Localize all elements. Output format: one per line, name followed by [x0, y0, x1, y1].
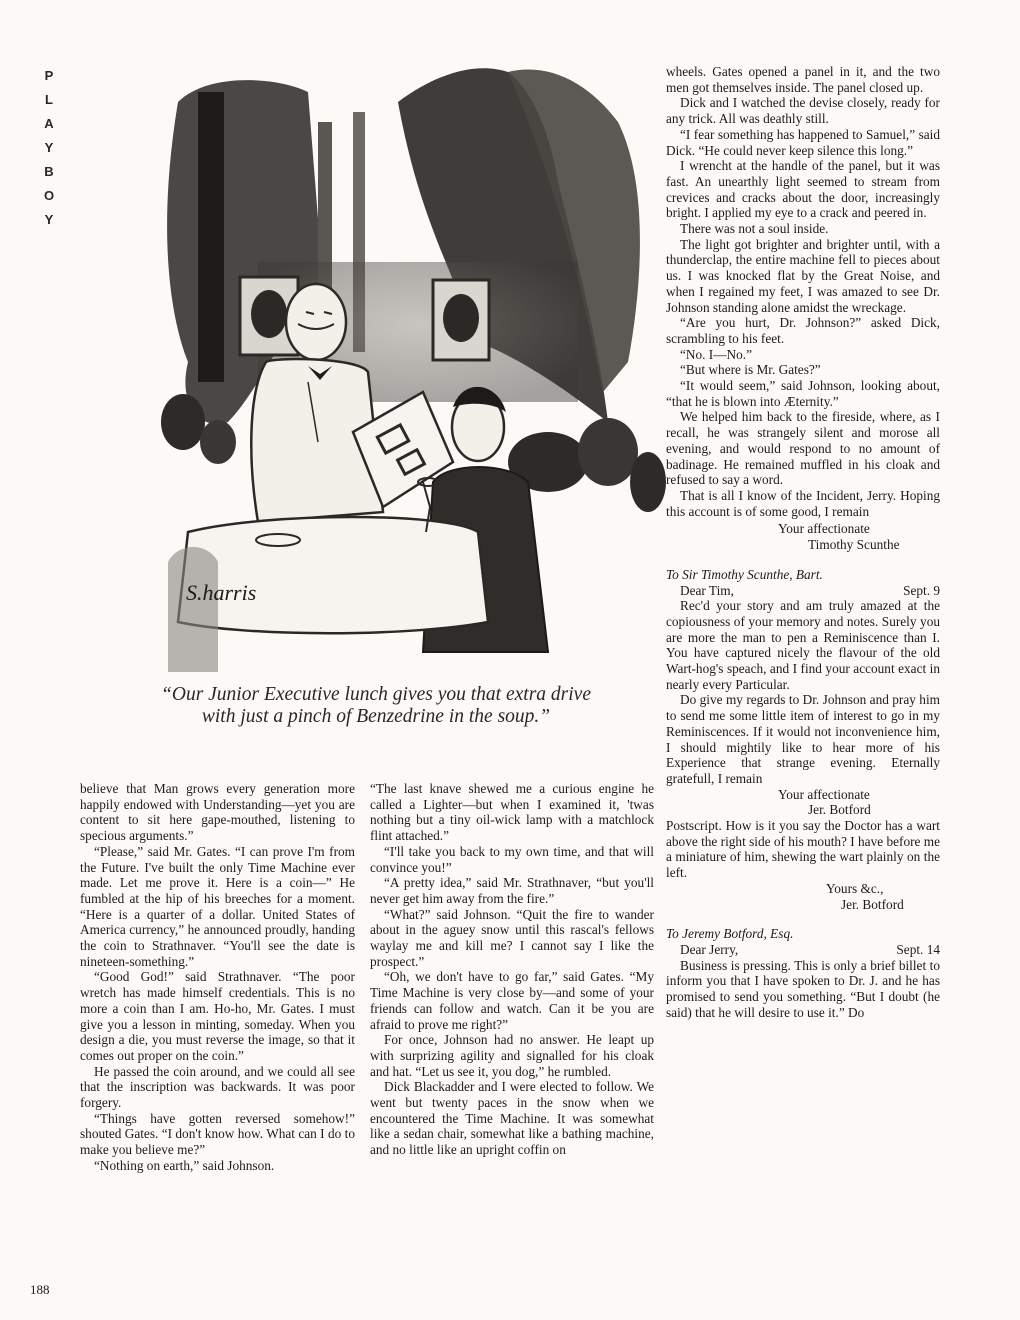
masthead-letter: O [43, 188, 55, 203]
masthead-letter: L [45, 92, 53, 107]
caption-line-2: with just a pinch of Benzedrine in the soup.” [201, 706, 551, 727]
letter-closing: Your affectionate [778, 521, 870, 537]
letter-signer: Timothy Scunthe [808, 537, 900, 553]
paragraph: Dick and I watched the devise closely, ready for any trick. All was deathly still. [666, 95, 940, 127]
letter-closing: Yours &c., [826, 880, 884, 896]
paragraph: We helped him back to the fireside, where, as I recall, he was strangely silent and morose all evening, and would respond to no amount of badinage. He remained muffled in his cloak and refused to say a word. [666, 409, 940, 488]
paragraph: “A pretty idea,” said Mr. Strathnaver, “but you'll never get him away from the fire.” [370, 875, 654, 906]
paragraph: believe that Man grows every generation more happily endowed with Understanding—yet you are content to sit here gape-mouthed, listening to specious arguments.” [80, 781, 355, 844]
letter-salutation: Dear Tim, [680, 582, 734, 598]
masthead-letter: Y [44, 212, 54, 227]
masthead [38, 64, 60, 232]
caption-line-1: “Our Junior Executive lunch gives you that extra drive [161, 684, 591, 705]
paragraph: wheels. Gates opened a panel in it, and the two men got themselves inside. The panel closed up. [666, 64, 940, 95]
letter-header [666, 583, 940, 599]
letter-header [666, 942, 940, 958]
paragraph: For once, Johnson had no answer. He leapt up with surprizing agility and signalled for his cloak and hat. “Let us see it, you dog,” he rumbled. [370, 1032, 654, 1079]
paragraph: There was not a soul inside. [680, 221, 829, 237]
paragraph: Business is pressing. This is only a brief billet to inform you that I have spoken to Dr. J. and he has promised to send you something. “But I doubt (he said) that he will desire to use it.” Do [666, 957, 940, 1020]
letter-signer: Jer. Botford [841, 896, 904, 912]
paragraph: “Good God!” said Strathnaver. “The poor wretch has made himself credentials. This is no more a coin than I am. Ho-ho, Mr. Gates. I must give you a lesson in minting, someday. When you design a die, you must reverse the image, so that it comes out proper on the coin.” [80, 969, 355, 1063]
masthead-letter: A [44, 116, 54, 131]
page-number: 188 [30, 1282, 50, 1297]
paragraph: “But where is Mr. Gates?” [680, 362, 821, 378]
artist-signature: S.harris [186, 580, 257, 605]
paragraph: “Are you hurt, Dr. Johnson?” asked Dick, scrambling to his feet. [666, 315, 940, 346]
masthead-letter: Y [44, 140, 54, 155]
masthead-letter: B [44, 164, 54, 179]
cartoon-illustration [148, 62, 668, 672]
article-column-3 [666, 64, 940, 1020]
paragraph: “No. I—No.” [680, 346, 753, 362]
paragraph: “Please,” said Mr. Gates. “I can prove I'm from the Future. I've built the only Time Machine ever made. Let me prove it. Here is a coin—” He fumbled at the hip of his breeches for a moment. “Here is a quarter of a dollar. United States of America currency,” he announced proudly, handing the coin to Strathnaver. “You'll see the date is nineteen-something.” [80, 843, 355, 969]
letter-recipient: To Sir Timothy Scunthe, Bart. [666, 566, 823, 582]
paragraph: “What?” said Johnson. “Quit the fire to wander about in the aguey snow until this rascal's fellows waylay me and kill me? I cannot say I like the prospect.” [370, 906, 654, 969]
paragraph: The light got brighter and brighter until, with a thunderclap, the entire machine fell to pieces about us. I was knocked flat by the Great Noise, and when I regained my feet, I was amazed to see Dr. Johnson standing alone amidst the wreckage. [666, 236, 940, 315]
paragraph: He passed the coin around, and we could all see that the inscription was backwards. It was poor forgery. [80, 1063, 355, 1111]
masthead-letter: P [44, 68, 54, 83]
article-column-1 [80, 781, 355, 1174]
paragraph: Dick Blackadder and I were elected to follow. We went but twenty paces in the snow when we encountered the Time Machine. It was somewhat like a sedan chair, somewhat like a bathing machine, and no little like an upright coffin on [370, 1079, 654, 1158]
paragraph: Rec'd your story and am truly amazed at the copiousness of your memory and notes. Surely you are more the man to pen a Reminiscence than I. You have captured nicely the flavour of the old Wart-hog's speach, and I find your account exact in nearly every Particular. [666, 598, 940, 692]
paragraph: Do give my regards to Dr. Johnson and pray him to send me some little item of interest to go in my Reminiscences. If it would not inconvenience him, I should mightily like to hear more of his Experience that strange evening. Eternally gratefull, I remain [666, 692, 940, 786]
paragraph: “Nothing on earth,” said Johnson. [94, 1157, 275, 1173]
paragraph: “The last knave shewed me a curious engine he called a Lighter—but when I examined it, 'twas nothing but a tiny oil-wick lamp with a matchlock flint attached.” [370, 781, 654, 844]
letter-salutation: Dear Jerry, [680, 941, 739, 957]
paragraph: I wrencht at the handle of the panel, but it was fast. An unearthly light seemed to stream from crevices and cracks about the door, increasingly bright. I applied my eye to a crack and peered in. [666, 158, 940, 221]
paragraph: That is all I know of the Incident, Jerry. Hoping this account is of some good, I remain [666, 487, 940, 519]
paragraph: “I'll take you back to my own time, and that will convince you!” [370, 843, 654, 875]
paragraph: “I fear something has happened to Samuel,” said Dick. “He could never keep silence this long.” [666, 126, 940, 158]
cartoon-caption [96, 684, 656, 728]
paragraph: “Oh, we don't have to go far,” said Gates. “My Time Machine is very close by—and some of your friends can follow and watch. Can it be you are afraid to prove me right?” [370, 969, 654, 1032]
letter-date: Sept. 9 [903, 582, 940, 598]
postscript: Postscript. How is it you say the Doctor has a wart above the right side of his mouth? I have before me a miniature of him, shewing the wart plainly on the left. [666, 818, 940, 881]
letter-signer: Jer. Botford [808, 802, 871, 818]
paragraph: “Things have gotten reversed somehow!” shouted Gates. “I don't know how. What can I do to make you believe me?” [80, 1110, 355, 1158]
paragraph: “It would seem,” said Johnson, looking about, “that he is blown into Æternity.” [666, 378, 940, 409]
article-column-2 [370, 781, 654, 1158]
letter-recipient: To Jeremy Botford, Esq. [666, 926, 794, 942]
letter-date: Sept. 14 [896, 941, 940, 957]
letter-closing: Your affectionate [778, 786, 870, 802]
